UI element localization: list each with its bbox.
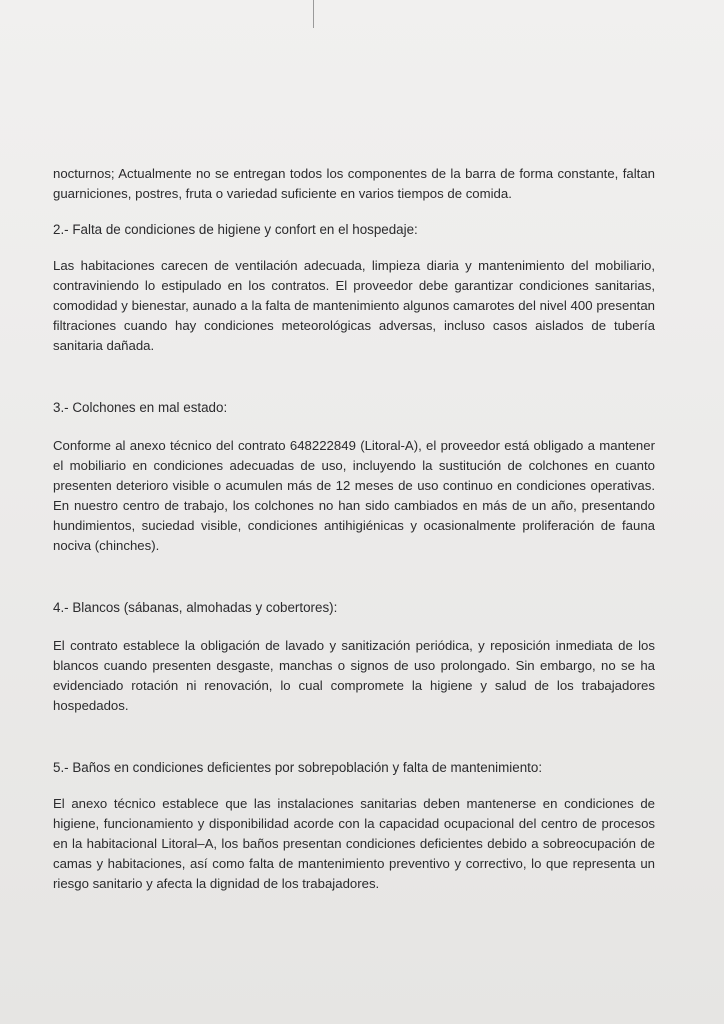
fold-mark: [313, 0, 314, 28]
section-body-3: Conforme al anexo técnico del contrato 648222849 (Litoral-A), el proveedor está obligado a mantener el mobiliario en condiciones adecuadas de uso, incluyendo la sustitución de colchones en cuanto presenten deterioro visible o acumulen más de 12 meses de uso continuo en condiciones operativas. En nuestro centro de trabajo, los colchones no han sido cambiados en más de un año, presentando hundimientos, suciedad visible, condiciones antihigiénicas y ocasionalmente proliferación de fauna nociva (chinches).: [53, 438, 655, 553]
document-body: [53, 164, 655, 894]
section-body-4: El contrato establece la obligación de lavado y sanitización periódica, y reposición inmediata de los blancos cuando presenten desgaste, manchas o signos de uso prolongado. Sin embargo, no se ha evidenciado rotación ni renovación, lo cual compromete la higiene y salud de los trabajadores hospedados.: [53, 638, 655, 713]
section-body-5: El anexo técnico establece que las instalaciones sanitarias deben mantenerse en condiciones de higiene, funcionamiento y disponibilidad acorde con la capacidad ocupacional del centro de procesos en la habitacional Litoral–A, los baños presentan condiciones deficientes debido a sobreocupación de camas y habitaciones, así como falta de mantenimiento preventivo y correctivo, lo que representa un riesgo sanitario y afecta la dignidad de los trabajadores.: [53, 796, 655, 891]
section-body-2: Las habitaciones carecen de ventilación adecuada, limpieza diaria y mantenimiento del mobiliario, contraviniendo lo estipulado en los contratos. El proveedor debe garantizar condiciones sanitarias, comodidad y bienestar, aunado a la falta de mantenimiento algunos camarotes del nivel 400 presentan filtraciones cuando hay condiciones meteorológicas adversas, incluso casos aislados de tubería sanitaria dañada.: [53, 258, 655, 353]
section-heading-4: 4.- Blancos (sábanas, almohadas y cobertores):: [53, 600, 338, 615]
section-heading-3: 3.- Colchones en mal estado:: [53, 400, 228, 415]
intro-paragraph: nocturnos; Actualmente no se entregan todos los componentes de la barra de forma constante, faltan guarniciones, postres, fruta o variedad suficiente en varios tiempos de comida.: [53, 166, 655, 201]
section-heading-5: 5.- Baños en condiciones deficientes por sobrepoblación y falta de mantenimiento:: [53, 760, 543, 775]
section-heading-2: 2.- Falta de condiciones de higiene y confort en el hospedaje:: [53, 222, 418, 237]
